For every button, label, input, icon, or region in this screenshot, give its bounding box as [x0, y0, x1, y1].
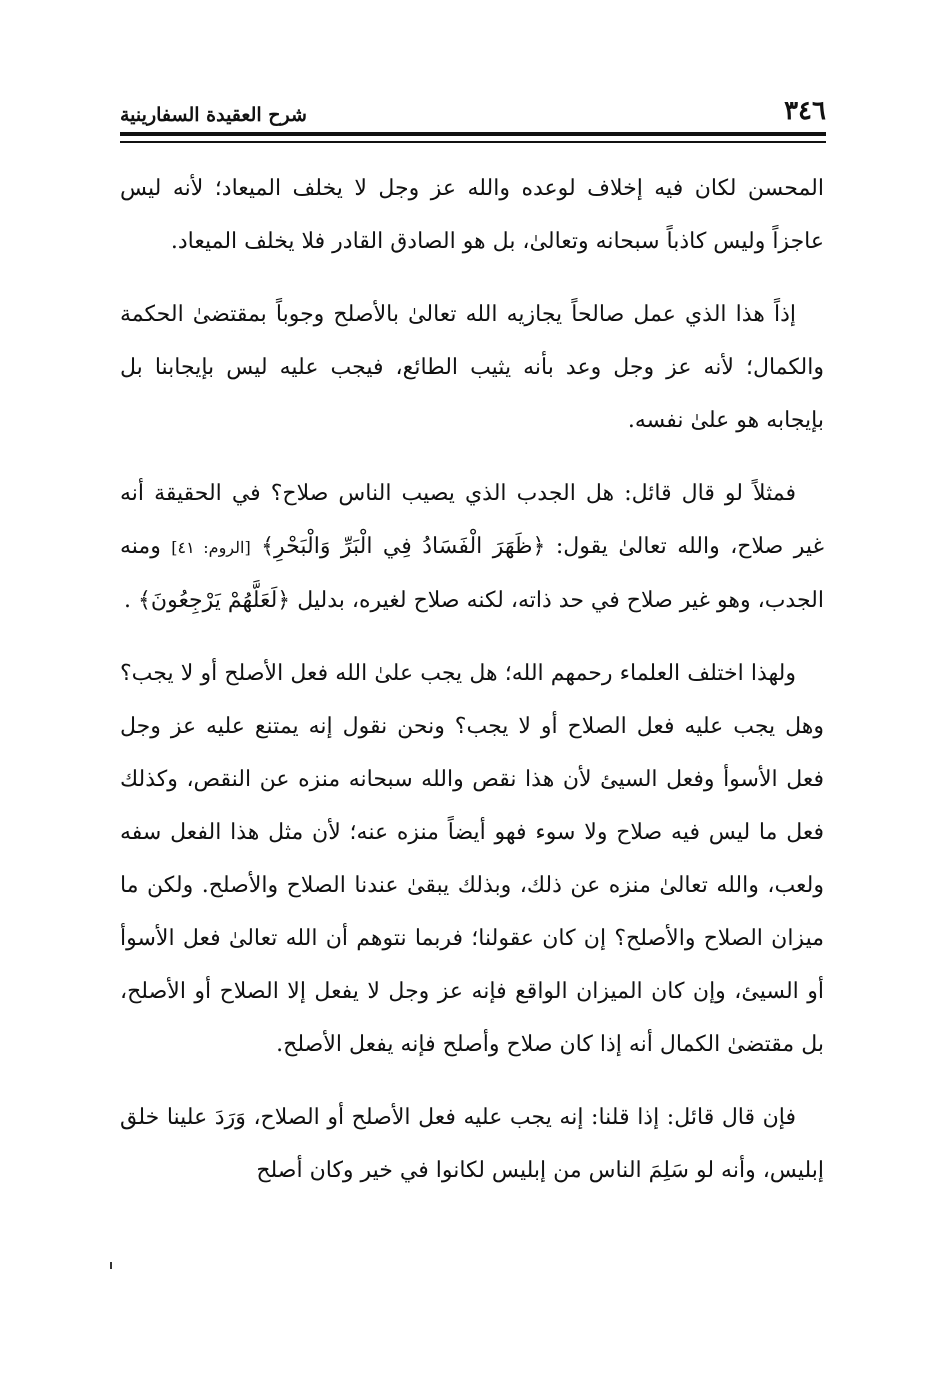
paragraph-1: المحسن لكان فيه إخلاف لوعده والله عز وجل لا يخلف الميعاد؛ لأنه ليس عاجزاً وليس كاذباً سبحانه وتعالىٰ، بل هو الصادق القادر فلا يخلف الميعاد.: [120, 176, 824, 254]
paragraph-3-text-a: فمثلاً لو قال قائل: هل الجدب الذي يصيب الناس صلاح؟ في الحقيقة أنه غير صلاح، والله تعالىٰ يقول:: [120, 481, 825, 559]
page-body: [120, 162, 824, 1217]
quran-verse-1: ﴿ظَهَرَ الْفَسَادُ فِي الْبَرِّ وَالْبَحْرِ﴾: [261, 534, 546, 559]
quran-verse-2: ﴿لَعَلَّهُمْ يَرْجِعُونَ﴾: [138, 588, 291, 613]
paragraph-5: فإن قال قائل: إذا قلنا: إنه يجب عليه فعل الأصلح أو الصلاح، وَرَدَ علينا خلق إبليس، وأنه لو سَلِمَ الناس من إبليس لكانوا في خير وكان أصلح: [120, 1105, 824, 1183]
verse-reference: [الروم: ٤١]: [171, 538, 251, 557]
paragraph-3-end: .: [124, 588, 132, 613]
paragraph-3-text-b: ومنه الجدب، وهو غير صلاح في حد ذاته، لكنه صلاح لغيره، بدليل: [120, 534, 824, 613]
header-rule-thick: [120, 132, 826, 136]
header-rule-thin: [120, 141, 826, 143]
paragraph-3: [120, 467, 824, 627]
paragraph-4: ولهذا اختلف العلماء رحمهم الله؛ هل يجب علىٰ الله فعل الأصلح أو لا يجب؟ وهل يجب عليه فعل الصلاح أو لا يجب؟ ونحن نقول إنه يمتنع عليه عز وجل فعل الأسوأ وفعل السيئ لأن هذا نقص والله سبحانه منزه عن النقص، وكذلك فعل ما ليس فيه صلاح ولا سوء فهو أيضاً منزه عنه؛ لأن مثل هذا الفعل سفه ولعب، والله تعالىٰ منزه عن ذلك، وبذلك يبقىٰ عندنا الصلاح والأصلح. ولكن ما ميزان الصلاح والأصلح؟ إن كان عقولنا؛ فربما نتوهم أن الله تعالىٰ فعل الأسوأ أو السيئ، وإن كان الميزان الواقع فإنه عز وجل لا يفعل إلا الصلاح أو الأصلح، بل مقتضىٰ الكمال أنه إذا كان صلاح وأصلح فإنه يفعل الأصلح.: [120, 661, 824, 1057]
running-title: شرح العقيدة السفارينية: [120, 104, 307, 126]
page-number: ٣٤٦: [784, 96, 826, 126]
page-header: [120, 92, 826, 126]
paragraph-2: إذاً هذا الذي عمل صالحاً يجازيه الله تعالىٰ بالأصلح وجوباً بمقتضىٰ الحكمة والكمال؛ لأنه عز وجل وعد بأنه يثيب الطائع، فيجب عليه ليس بإيجابنا بل بإيجابه هو علىٰ نفسه.: [120, 302, 824, 433]
scan-speck: [110, 1262, 112, 1269]
